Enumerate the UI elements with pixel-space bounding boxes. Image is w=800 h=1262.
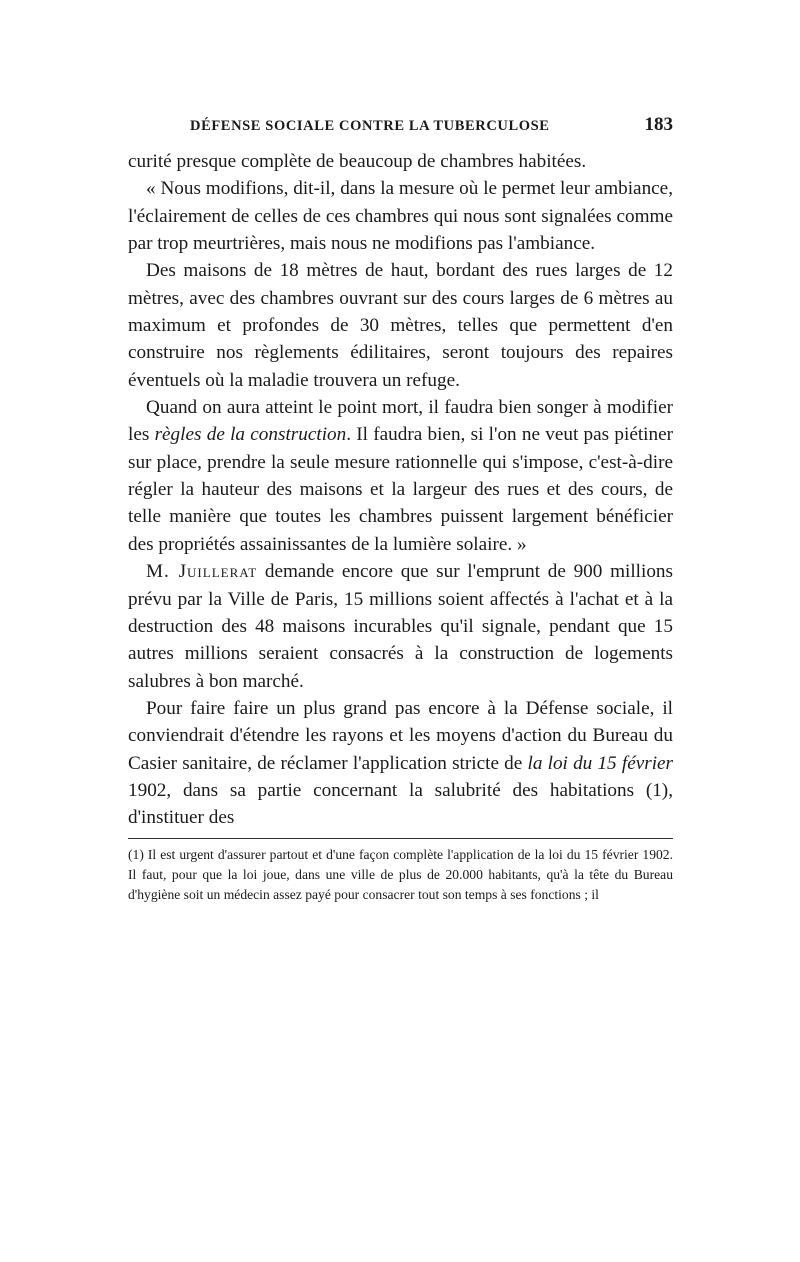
paragraph [128,394,673,558]
paragraph: Des maisons de 18 mètres de haut, bordant des rues larges de 12 mètres, avec des chambres ouvrant sur des cours larges de 6 mètres au maximum et profondes de 30 mètres, telles que permettent d'en construire nos règlements édilitaires, seront toujours des repaires éventuels où la maladie trouvera un refuge. [128,260,673,391]
paragraph [128,695,673,832]
footnote-paragraph [128,845,673,905]
text-run: . Il faudra bien, si l'on ne veut pas piétiner sur place, prendre la seule mesure rationnelle qui s'impose, c'est-à-dire régler la hauteur des maisons et la largeur des rues et des cours, de telle manière que toutes les chambres puissent largement bénéficier des propriétés assainissantes de la lumière solaire. » [128,424,673,555]
footnote-divider [128,838,673,839]
text-run: 1902, dans sa partie concernant la salubrité des habitations (1), d'instituer des [128,779,673,829]
italic-text: la loi du 15 février [527,752,674,774]
body-text [128,148,673,832]
page-header [128,112,673,144]
paragraph: curité presque complète de beaucoup de chambres habitées. [128,151,587,172]
footnote [128,845,673,905]
footnote-marker: (1) [128,846,144,862]
text-run: Quand on aura atteint le point mort, il faudra bien songer à modifier les [128,397,673,446]
running-title: DÉFENSE SOCIALE CONTRE LA TUBERCULOSE [190,118,550,134]
person-name: M. Juillerat [146,561,258,583]
text-run: demande encore que sur l'emprunt de 900 millions prévu par la Ville de Paris, 15 millions soient affectés à l'achat et à la destruction des 48 maisons incurables qu'il signale, pendant que 15 autres millions seraient consacrés à la construction de logements salubres à bon marché. [128,561,673,692]
italic-text: règles de la construction [154,424,347,446]
page-number: 183 [644,114,673,135]
paragraph [128,558,673,695]
footnote-text: Il est urgent d'assurer partout et d'une façon complète l'application de la loi du 15 février 1902. Il faut, pour que la loi joue, dans une ville de plus de 20.000 habitants, qu'à la tête du Bureau d'hygiène soit un médecin assez payé pour consacrer tout son temps à ses fonctions ; il [128,846,673,902]
book-page [128,112,673,905]
text-run: Pour faire faire un plus grand pas encore à la Défense sociale, il conviendrait d'étendre les rayons et les moyens d'action du Bureau du Casier sanitaire, de réclamer l'application stricte de [128,697,673,774]
paragraph: « Nous modifions, dit-il, dans la mesure où le permet leur ambiance, l'éclairement de celles de ces chambres qui nous sont signalées comme par trop meurtrières, mais nous ne modifions pas l'ambiance. [128,178,673,255]
